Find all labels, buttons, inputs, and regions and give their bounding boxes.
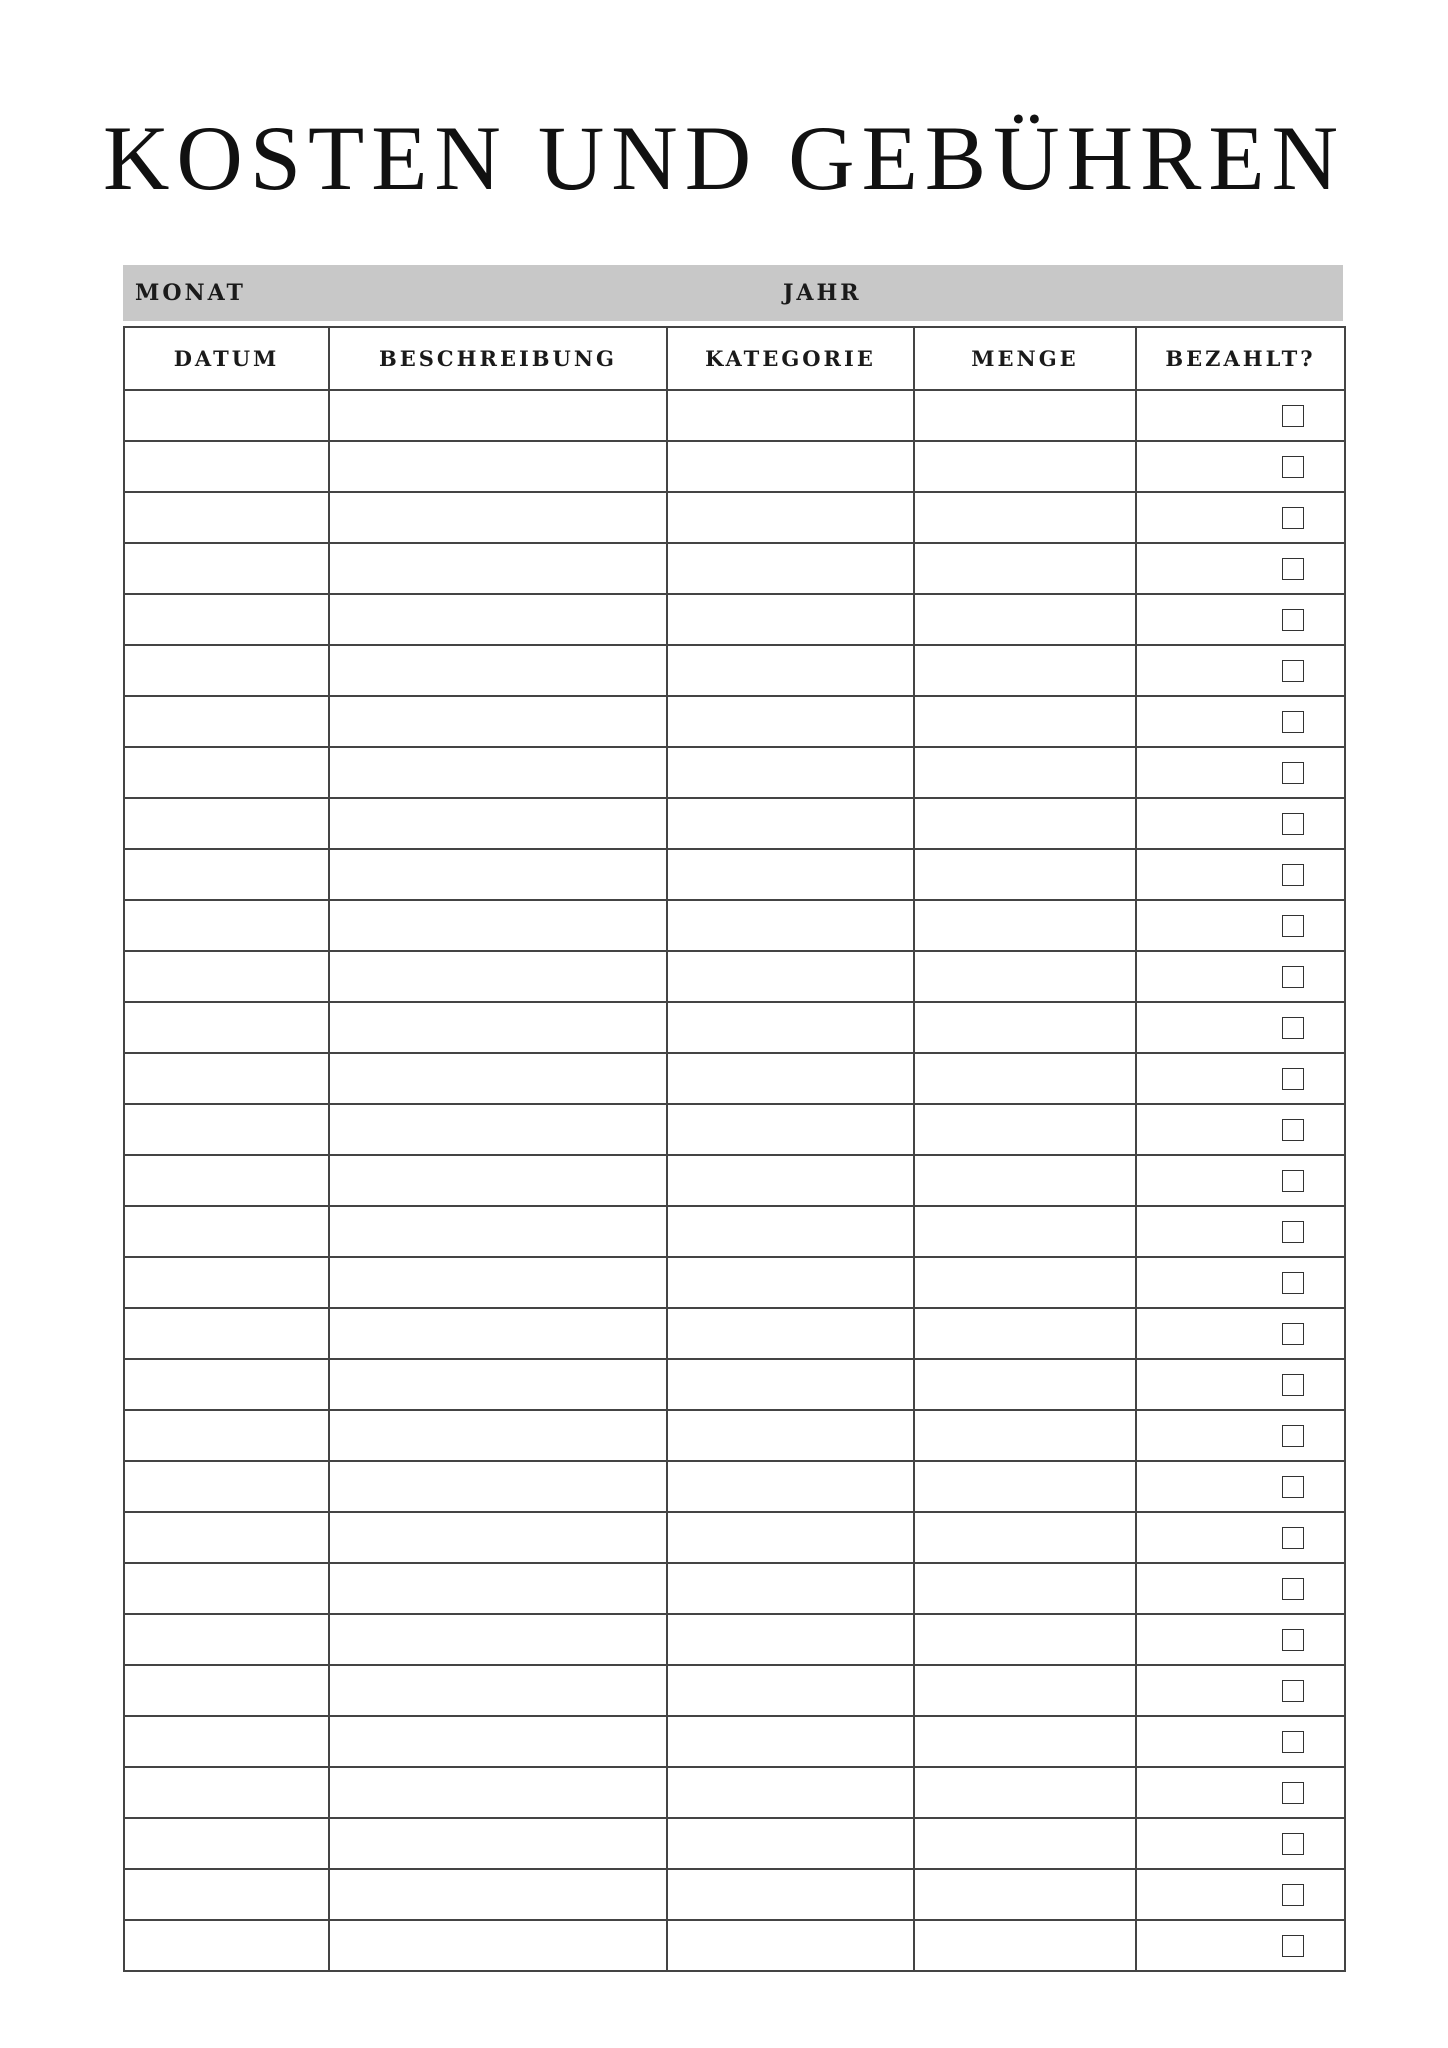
amount-cell[interactable] — [914, 1461, 1136, 1512]
amount-cell[interactable] — [914, 1410, 1136, 1461]
column-header-description: BESCHREIBUNG — [329, 327, 667, 390]
table-row — [124, 1920, 1345, 1971]
date-cell[interactable] — [124, 798, 329, 849]
category-cell[interactable] — [667, 1104, 914, 1155]
paid-cell — [1136, 1410, 1345, 1461]
category-cell[interactable] — [667, 1257, 914, 1308]
amount-cell[interactable] — [914, 390, 1136, 441]
category-cell[interactable] — [667, 1053, 914, 1104]
amount-cell[interactable] — [914, 1563, 1136, 1614]
paid-cell — [1136, 1206, 1345, 1257]
description-cell[interactable] — [329, 1614, 667, 1665]
table-row — [124, 645, 1345, 696]
description-cell[interactable] — [329, 1767, 667, 1818]
paid-checkbox[interactable] — [1282, 456, 1304, 478]
category-cell[interactable] — [667, 900, 914, 951]
amount-cell[interactable] — [914, 798, 1136, 849]
paid-cell — [1136, 951, 1345, 1002]
paid-checkbox[interactable] — [1282, 507, 1304, 529]
category-cell[interactable] — [667, 1512, 914, 1563]
category-cell[interactable] — [667, 1308, 914, 1359]
amount-cell[interactable] — [914, 849, 1136, 900]
paid-checkbox[interactable] — [1282, 1629, 1304, 1651]
paid-checkbox[interactable] — [1282, 711, 1304, 733]
paid-checkbox[interactable] — [1282, 1680, 1304, 1702]
paid-checkbox[interactable] — [1282, 1374, 1304, 1396]
description-cell[interactable] — [329, 900, 667, 951]
date-cell[interactable] — [124, 1206, 329, 1257]
paid-checkbox[interactable] — [1282, 864, 1304, 886]
description-cell[interactable] — [329, 1002, 667, 1053]
category-cell[interactable] — [667, 747, 914, 798]
description-cell[interactable] — [329, 441, 667, 492]
date-cell[interactable] — [124, 1512, 329, 1563]
paid-checkbox[interactable] — [1282, 1017, 1304, 1039]
paid-cell — [1136, 747, 1345, 798]
description-cell[interactable] — [329, 1563, 667, 1614]
date-cell[interactable] — [124, 1920, 329, 1971]
date-cell[interactable] — [124, 1257, 329, 1308]
date-cell[interactable] — [124, 696, 329, 747]
amount-cell[interactable] — [914, 1512, 1136, 1563]
category-cell[interactable] — [667, 1155, 914, 1206]
amount-cell[interactable] — [914, 1104, 1136, 1155]
paid-cell — [1136, 492, 1345, 543]
description-cell[interactable] — [329, 1461, 667, 1512]
amount-cell[interactable] — [914, 1155, 1136, 1206]
description-cell[interactable] — [329, 1257, 667, 1308]
amount-cell[interactable] — [914, 1614, 1136, 1665]
column-header-paid: BEZAHLT? — [1136, 327, 1345, 390]
amount-cell[interactable] — [914, 1869, 1136, 1920]
description-cell[interactable] — [329, 696, 667, 747]
amount-cell[interactable] — [914, 1665, 1136, 1716]
table-row — [124, 1257, 1345, 1308]
date-cell[interactable] — [124, 1563, 329, 1614]
paid-cell — [1136, 543, 1345, 594]
amount-cell[interactable] — [914, 696, 1136, 747]
amount-cell[interactable] — [914, 1359, 1136, 1410]
description-cell[interactable] — [329, 798, 667, 849]
paid-cell — [1136, 1614, 1345, 1665]
category-cell[interactable] — [667, 492, 914, 543]
paid-cell — [1136, 1818, 1345, 1869]
table-body — [124, 390, 1345, 1971]
description-cell[interactable] — [329, 1716, 667, 1767]
amount-cell[interactable] — [914, 951, 1136, 1002]
paid-checkbox[interactable] — [1282, 1068, 1304, 1090]
paid-cell — [1136, 645, 1345, 696]
table-row — [124, 441, 1345, 492]
category-cell[interactable] — [667, 1818, 914, 1869]
date-cell[interactable] — [124, 441, 329, 492]
paid-cell — [1136, 594, 1345, 645]
paid-cell — [1136, 1257, 1345, 1308]
paid-checkbox[interactable] — [1282, 1578, 1304, 1600]
date-cell[interactable] — [124, 1002, 329, 1053]
date-cell[interactable] — [124, 1665, 329, 1716]
date-cell[interactable] — [124, 645, 329, 696]
table-row — [124, 1308, 1345, 1359]
paid-cell — [1136, 1920, 1345, 1971]
description-cell[interactable] — [329, 492, 667, 543]
paid-cell — [1136, 849, 1345, 900]
description-cell[interactable] — [329, 1155, 667, 1206]
date-cell[interactable] — [124, 951, 329, 1002]
table-row — [124, 1053, 1345, 1104]
date-cell[interactable] — [124, 594, 329, 645]
table-row — [124, 1869, 1345, 1920]
paid-checkbox[interactable] — [1282, 762, 1304, 784]
paid-checkbox[interactable] — [1282, 1731, 1304, 1753]
category-cell[interactable] — [667, 543, 914, 594]
paid-checkbox[interactable] — [1282, 1221, 1304, 1243]
paid-checkbox[interactable] — [1282, 1884, 1304, 1906]
category-cell[interactable] — [667, 1869, 914, 1920]
category-cell[interactable] — [667, 1461, 914, 1512]
amount-cell[interactable] — [914, 492, 1136, 543]
table-row — [124, 1104, 1345, 1155]
date-cell[interactable] — [124, 390, 329, 441]
amount-cell[interactable] — [914, 1257, 1136, 1308]
paid-checkbox[interactable] — [1282, 1272, 1304, 1294]
date-cell[interactable] — [124, 1716, 329, 1767]
amount-cell[interactable] — [914, 1308, 1136, 1359]
amount-cell[interactable] — [914, 900, 1136, 951]
table-row — [124, 696, 1345, 747]
amount-cell[interactable] — [914, 1206, 1136, 1257]
table-header-row — [124, 327, 1345, 390]
table-row — [124, 594, 1345, 645]
paid-cell — [1136, 1665, 1345, 1716]
category-cell[interactable] — [667, 798, 914, 849]
category-cell[interactable] — [667, 1563, 914, 1614]
category-cell[interactable] — [667, 951, 914, 1002]
category-cell[interactable] — [667, 1920, 914, 1971]
paid-checkbox[interactable] — [1282, 1425, 1304, 1447]
description-cell[interactable] — [329, 645, 667, 696]
paid-cell — [1136, 1359, 1345, 1410]
description-cell[interactable] — [329, 849, 667, 900]
date-cell[interactable] — [124, 1155, 329, 1206]
paid-checkbox[interactable] — [1282, 1323, 1304, 1345]
paid-cell — [1136, 1308, 1345, 1359]
table-row — [124, 1410, 1345, 1461]
paid-cell — [1136, 1563, 1345, 1614]
date-cell[interactable] — [124, 1767, 329, 1818]
column-header-date: DATUM — [124, 327, 329, 390]
column-header-amount: MENGE — [914, 327, 1136, 390]
year-label: JAHR — [783, 280, 862, 306]
description-cell[interactable] — [329, 1359, 667, 1410]
table-row — [124, 1359, 1345, 1410]
table-row — [124, 798, 1345, 849]
paid-checkbox[interactable] — [1282, 1170, 1304, 1192]
table-row — [124, 390, 1345, 441]
table-row — [124, 747, 1345, 798]
category-cell[interactable] — [667, 1614, 914, 1665]
paid-cell — [1136, 1053, 1345, 1104]
paid-cell — [1136, 900, 1345, 951]
table-row — [124, 1155, 1345, 1206]
description-cell[interactable] — [329, 1818, 667, 1869]
amount-cell[interactable] — [914, 594, 1136, 645]
description-cell[interactable] — [329, 543, 667, 594]
date-cell[interactable] — [124, 1869, 329, 1920]
paid-checkbox[interactable] — [1282, 966, 1304, 988]
description-cell[interactable] — [329, 1410, 667, 1461]
paid-checkbox[interactable] — [1282, 1119, 1304, 1141]
paid-checkbox[interactable] — [1282, 1476, 1304, 1498]
date-cell[interactable] — [124, 1104, 329, 1155]
paid-cell — [1136, 1869, 1345, 1920]
table-row — [124, 1665, 1345, 1716]
paid-cell — [1136, 1002, 1345, 1053]
paid-checkbox[interactable] — [1282, 405, 1304, 427]
description-cell[interactable] — [329, 390, 667, 441]
paid-cell — [1136, 1716, 1345, 1767]
expense-table — [123, 326, 1346, 1972]
paid-cell — [1136, 1767, 1345, 1818]
table-row — [124, 951, 1345, 1002]
description-cell[interactable] — [329, 1665, 667, 1716]
description-cell[interactable] — [329, 1053, 667, 1104]
description-cell[interactable] — [329, 951, 667, 1002]
amount-cell[interactable] — [914, 645, 1136, 696]
paid-checkbox[interactable] — [1282, 558, 1304, 580]
paid-checkbox[interactable] — [1282, 609, 1304, 631]
paid-cell — [1136, 1512, 1345, 1563]
paid-checkbox[interactable] — [1282, 1527, 1304, 1549]
date-cell[interactable] — [124, 1359, 329, 1410]
date-cell[interactable] — [124, 900, 329, 951]
table-row — [124, 1002, 1345, 1053]
table-row — [124, 1716, 1345, 1767]
table-row — [124, 1563, 1345, 1614]
description-cell[interactable] — [329, 747, 667, 798]
description-cell[interactable] — [329, 1308, 667, 1359]
category-cell[interactable] — [667, 1410, 914, 1461]
paid-checkbox[interactable] — [1282, 660, 1304, 682]
table-row — [124, 1206, 1345, 1257]
category-cell[interactable] — [667, 1359, 914, 1410]
amount-cell[interactable] — [914, 1002, 1136, 1053]
date-cell[interactable] — [124, 1308, 329, 1359]
description-cell[interactable] — [329, 1869, 667, 1920]
paid-cell — [1136, 1104, 1345, 1155]
date-cell[interactable] — [124, 1053, 329, 1104]
column-header-category: KATEGORIE — [667, 327, 914, 390]
paid-cell — [1136, 1155, 1345, 1206]
paid-checkbox[interactable] — [1282, 1833, 1304, 1855]
date-cell[interactable] — [124, 747, 329, 798]
paid-cell — [1136, 1461, 1345, 1512]
table-row — [124, 543, 1345, 594]
paid-checkbox[interactable] — [1282, 1935, 1304, 1957]
table-row — [124, 1818, 1345, 1869]
amount-cell[interactable] — [914, 543, 1136, 594]
category-cell[interactable] — [667, 1665, 914, 1716]
table-row — [124, 1614, 1345, 1665]
table-row — [124, 492, 1345, 543]
amount-cell[interactable] — [914, 441, 1136, 492]
amount-cell[interactable] — [914, 1053, 1136, 1104]
table-row — [124, 900, 1345, 951]
table-row — [124, 1461, 1345, 1512]
description-cell[interactable] — [329, 1512, 667, 1563]
table-row — [124, 849, 1345, 900]
amount-cell[interactable] — [914, 1716, 1136, 1767]
amount-cell[interactable] — [914, 747, 1136, 798]
paid-cell — [1136, 696, 1345, 747]
date-cell[interactable] — [124, 1614, 329, 1665]
category-cell[interactable] — [667, 1206, 914, 1257]
paid-cell — [1136, 390, 1345, 441]
paid-checkbox[interactable] — [1282, 813, 1304, 835]
category-cell[interactable] — [667, 645, 914, 696]
description-cell[interactable] — [329, 1920, 667, 1971]
category-cell[interactable] — [667, 849, 914, 900]
category-cell[interactable] — [667, 696, 914, 747]
month-label: MONAT — [135, 280, 246, 306]
category-cell[interactable] — [667, 1767, 914, 1818]
date-cell[interactable] — [124, 1461, 329, 1512]
amount-cell[interactable] — [914, 1818, 1136, 1869]
date-cell[interactable] — [124, 849, 329, 900]
category-cell[interactable] — [667, 390, 914, 441]
period-bar — [123, 265, 1343, 321]
paid-checkbox[interactable] — [1282, 915, 1304, 937]
date-cell[interactable] — [124, 1410, 329, 1461]
category-cell[interactable] — [667, 441, 914, 492]
table-row — [124, 1767, 1345, 1818]
category-cell[interactable] — [667, 1716, 914, 1767]
paid-cell — [1136, 798, 1345, 849]
category-cell[interactable] — [667, 1002, 914, 1053]
page-title: KOSTEN UND GEBÜHREN — [102, 107, 1346, 209]
paid-checkbox[interactable] — [1282, 1782, 1304, 1804]
category-cell[interactable] — [667, 594, 914, 645]
amount-cell[interactable] — [914, 1767, 1136, 1818]
amount-cell[interactable] — [914, 1920, 1136, 1971]
date-cell[interactable] — [124, 492, 329, 543]
description-cell[interactable] — [329, 594, 667, 645]
table-row — [124, 1512, 1345, 1563]
paid-cell — [1136, 441, 1345, 492]
date-cell[interactable] — [124, 543, 329, 594]
date-cell[interactable] — [124, 1818, 329, 1869]
description-cell[interactable] — [329, 1206, 667, 1257]
description-cell[interactable] — [329, 1104, 667, 1155]
